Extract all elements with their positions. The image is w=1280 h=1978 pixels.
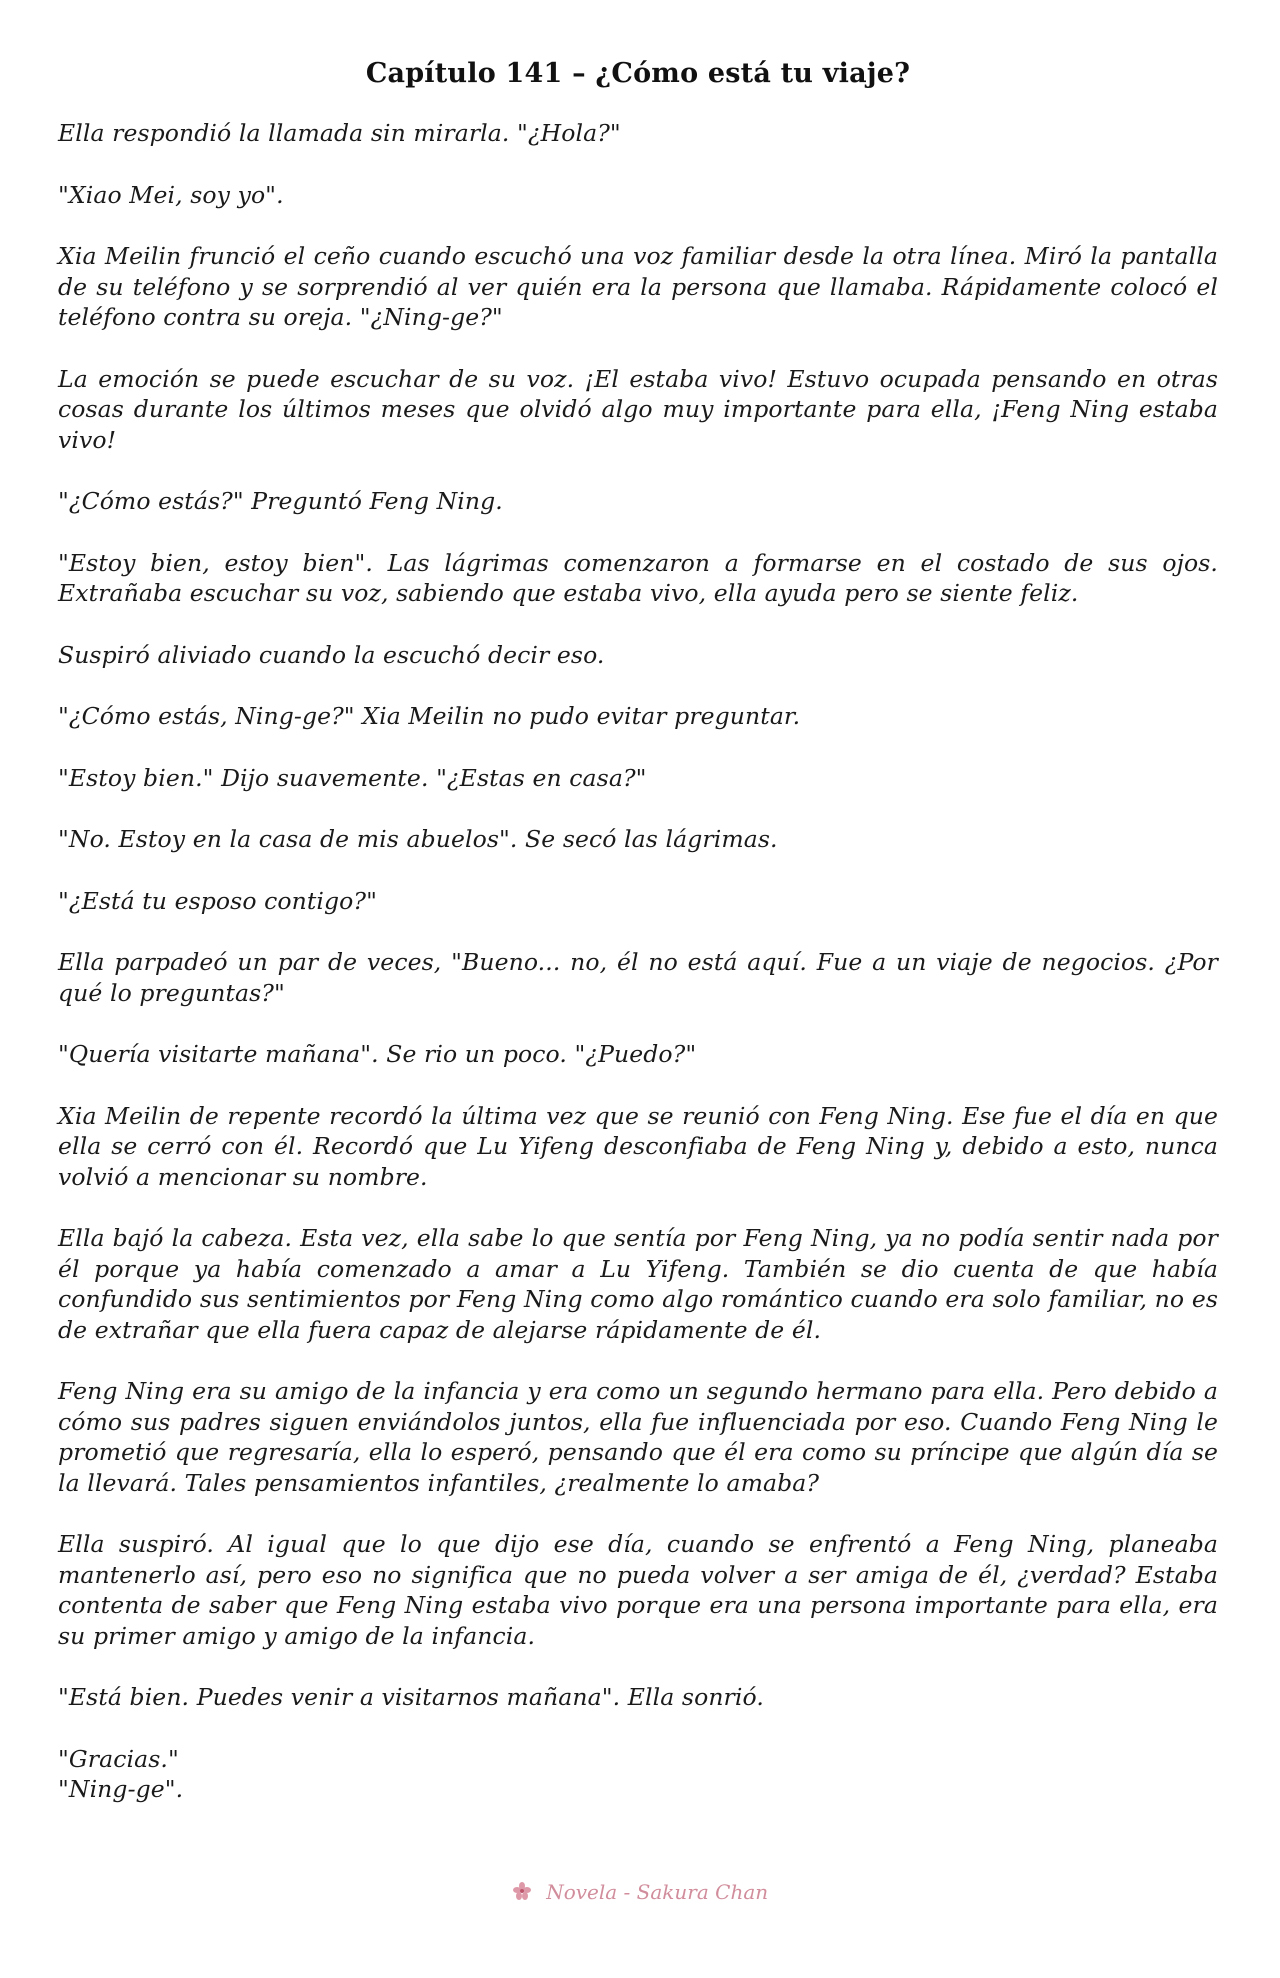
paragraph: "No. Estoy en la casa de mis abuelos". Se secó las lágrimas.: [58, 825, 778, 853]
document-page: [58, 54, 1218, 1805]
sakura-flower-icon: [512, 1881, 532, 1906]
paragraph: "Está bien. Puedes venir a visitarnos mañana". Ella sonrió.: [58, 1683, 764, 1711]
paragraph: Ella suspiró. Al igual que lo que dijo ese día, cuando se enfrentó a Feng Ning, planeaba mantenerlo así, pero eso no significa que no pueda volver a ser amiga de él, ¿verdad? Estaba contenta de saber que Feng Ning estaba vivo porque era una persona importante para ella, era su primer amigo y amigo de la infancia.: [58, 1530, 1218, 1650]
paragraph: Xia Meilin de repente recordó la última vez que se reunió con Feng Ning. Ese fue el día en que ella se cerró con él. Recordó que Lu Yifeng desconfiaba de Feng Ning y, debido a esto, nunca volvió a mencionar su nombre.: [58, 1101, 1218, 1191]
paragraph: "¿Está tu esposo contigo?": [58, 886, 378, 915]
paragraph: Ella parpadeó un par de veces, "Bueno... no, él no está aquí. Fue a un viaje de negocios. ¿Por qué lo preguntas?": [58, 948, 1218, 1007]
paragraph: "Estoy bien." Dijo suavemente. "¿Estas en casa?": [58, 763, 647, 792]
paragraph: "¿Cómo estás?" Preguntó Feng Ning.: [58, 487, 503, 515]
paragraph: La emoción se puede escuchar de su voz. ¡El estaba vivo! Estuvo ocupada pensando en otras cosas durante los últimos meses que olvidó algo muy importante para ella, ¡Feng Ning estaba vivo!: [58, 364, 1218, 454]
paragraph: Xia Meilin frunció el ceño cuando escuchó una voz familiar desde la otra línea. Miró la pantalla de su teléfono y se sorprendió al ver quién era la persona que llamaba. Rápidamente colocó el teléfono contra su oreja. "¿Ning-ge?": [58, 242, 1218, 331]
chapter-body: [58, 118, 1218, 1805]
paragraph: Suspiró aliviado cuando la escuchó decir eso.: [58, 640, 605, 669]
paragraph: "Gracias.": [58, 1744, 179, 1773]
paragraph: "Estoy bien, estoy bien". Las lágrimas comenzaron a formarse en el costado de sus ojos. Extrañaba escuchar su voz, sabiendo que estaba vivo, ella ayuda pero se siente feliz.: [58, 548, 1218, 607]
paragraph: Feng Ning era su amigo de la infancia y era como un segundo hermano para ella. Pero debido a cómo sus padres siguen enviándolos juntos, ella fue influenciada por eso. Cuando Feng Ning le prometió que regresaría, ella lo esperó, pensando que él era como su príncipe que algún día se la llevará. Tales pensamientos infantiles, ¿realmente lo amaba?: [58, 1377, 1218, 1497]
paragraph: "Xiao Mei, soy yo".: [58, 180, 284, 209]
watermark-text: Novela - Sakura Chan: [546, 1880, 769, 1904]
paragraph: "Ning-ge".: [58, 1775, 184, 1803]
paragraph: "¿Cómo estás, Ning-ge?" Xia Meilin no pudo evitar preguntar.: [58, 702, 801, 730]
paragraph: Ella respondió la llamada sin mirarla. "¿Hola?": [58, 119, 621, 147]
chapter-title: Capítulo 141 – ¿Cómo está tu viaje?: [365, 58, 911, 89]
watermark: [0, 1880, 1280, 1906]
paragraph: "Quería visitarte mañana". Se rio un poco. "¿Puedo?": [58, 1040, 697, 1068]
paragraph: Ella bajó la cabeza. Esta vez, ella sabe lo que sentía por Feng Ning, ya no podía sentir nada por él porque ya había comenzado a amar a Lu Yifeng. También se dio cuenta de que había confundido sus sentimientos por Feng Ning como algo romántico cuando era solo familiar, no es de extrañar que ella fuera capaz de alejarse rápidamente de él.: [58, 1224, 1218, 1344]
